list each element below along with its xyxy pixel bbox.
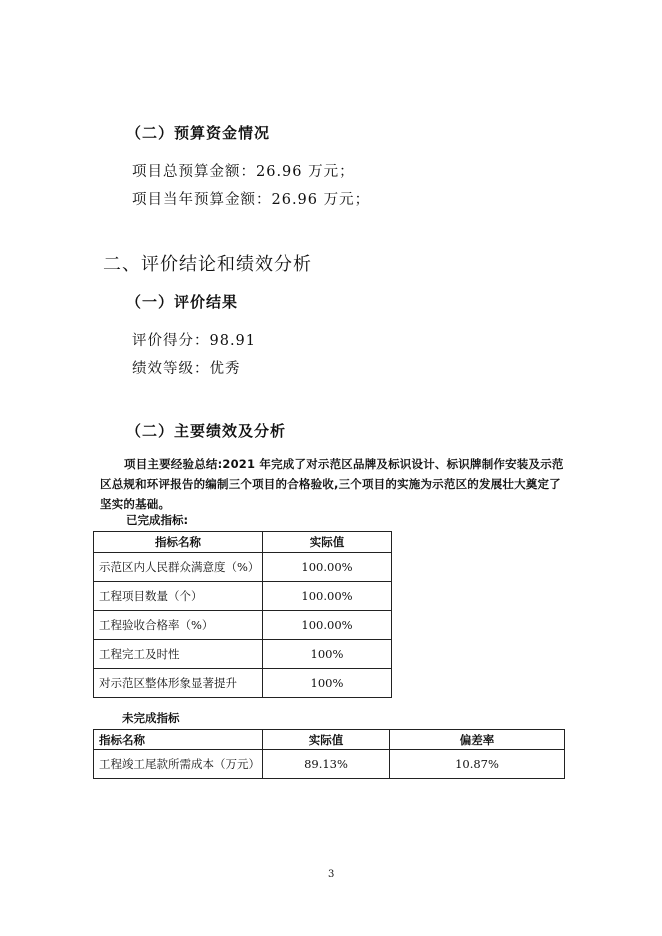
- table-row: [94, 611, 392, 640]
- budget-heading: （二）预算资金情况: [126, 124, 271, 142]
- indicator-name: 工程完工及时性: [94, 640, 263, 669]
- total-budget-line: 项目总预算金额：26.96 万元；: [132, 164, 355, 180]
- table-row: [94, 669, 392, 698]
- current-year-budget-line: 项目当年预算金额：26.96 万元；: [132, 192, 371, 208]
- indicator-value: 100.00%: [263, 553, 392, 582]
- main-performance-heading: （二）主要绩效及分析: [126, 422, 287, 440]
- table-row: [94, 640, 392, 669]
- page-number: 3: [328, 869, 335, 880]
- table-header-row: [94, 730, 565, 750]
- incomplete-indicators-label: 未完成指标: [122, 711, 180, 725]
- indicator-value: 100.00%: [263, 582, 392, 611]
- table-header-row: [94, 532, 392, 553]
- completed-indicators-label: 已完成指标:: [126, 513, 189, 527]
- indicator-value: 100%: [263, 640, 392, 669]
- experience-summary: 项目主要经验总结:2021 年完成了对示范区品牌及标识设计、标识牌制作安装及示范区总规和环评报告的编制三个项目的合格验收,三个项目的实施为示范区的发展壮大奠定了坚实的基础。: [100, 457, 564, 511]
- section-2-heading: 二、评价结论和绩效分析: [103, 254, 312, 275]
- indicator-name: 工程项目数量（个）: [94, 582, 263, 611]
- column-header-deviation: 偏差率: [390, 730, 565, 750]
- indicator-value: 89.13%: [263, 750, 390, 779]
- indicator-name: 示范区内人民群众满意度（%）: [94, 553, 263, 582]
- evaluation-score: 评价得分：98.91: [132, 333, 257, 349]
- performance-grade: 绩效等级：优秀: [132, 361, 241, 377]
- table-row: [94, 582, 392, 611]
- column-header-indicator: 指标名称: [94, 532, 263, 553]
- indicator-value: 100.00%: [263, 611, 392, 640]
- column-header-actual: 实际值: [263, 532, 392, 553]
- indicator-name: 工程竣工尾款所需成本（万元）: [94, 750, 263, 779]
- column-header-actual: 实际值: [263, 730, 390, 750]
- indicator-deviation: 10.87%: [390, 750, 565, 779]
- table-row: [94, 750, 565, 779]
- incomplete-indicators-table: [93, 729, 565, 779]
- table-row: [94, 553, 392, 582]
- evaluation-result-heading: （一）评价结果: [126, 293, 239, 311]
- column-header-indicator: 指标名称: [94, 730, 263, 750]
- completed-indicators-table: [93, 531, 392, 698]
- indicator-value: 100%: [263, 669, 392, 698]
- indicator-name: 对示范区整体形象显著提升: [94, 669, 263, 698]
- indicator-name: 工程验收合格率（%）: [94, 611, 263, 640]
